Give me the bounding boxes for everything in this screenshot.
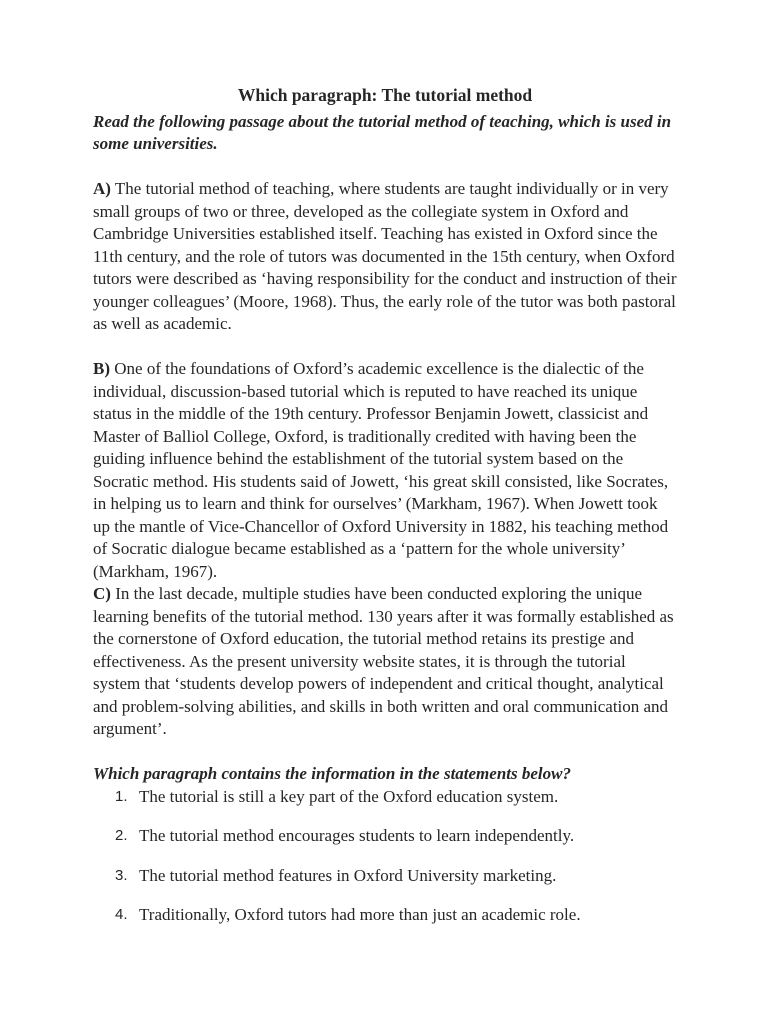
paragraph-a xyxy=(93,178,677,336)
list-item xyxy=(93,786,677,809)
statement-text: The tutorial method encourages students to learn independently. xyxy=(139,826,575,845)
statement-number: 2. xyxy=(115,827,128,844)
statement-text: The tutorial is still a key part of the Oxford education system. xyxy=(139,786,559,806)
statement-text: Traditionally, Oxford tutors had more than just an academic role. xyxy=(139,905,581,924)
list-item xyxy=(93,904,677,927)
spacer xyxy=(93,741,677,764)
spacer xyxy=(93,336,677,359)
paragraph-c xyxy=(93,583,677,741)
paragraph-a-label: A) xyxy=(93,179,111,198)
statement-number: 4. xyxy=(115,906,128,923)
question-heading: Which paragraph contains the information in the statements below? xyxy=(93,764,571,783)
list-item xyxy=(93,865,677,888)
paragraph-c-label: C) xyxy=(93,584,111,603)
statement-list xyxy=(93,786,677,927)
document-body xyxy=(93,84,677,927)
paragraph-b xyxy=(93,358,677,583)
paragraph-b-label: B) xyxy=(93,359,110,378)
paragraph-b-text: One of the foundations of Oxford’s academic excellence is the dialectic of the individual, discussion-based tutorial which is reputed to have reached its unique status in the middle of the 19th century. Professor Benjamin Jowett, classicist and Master of Balliol College, Oxford, is traditionally credited with having been the guiding influence behind the establishment of the tutorial system based on the Socratic method. His students said of Jowett, ‘his great skill consisted, like Socrates, in helping us to learn and think for ourselves’ (Markham, 1967). When Jowett took up the mantle of Vice-Chancellor of Oxford University in 1882, his teaching method of Socratic dialogue became established as a ‘pattern for the whole university’ (Markham, 1967). xyxy=(93,359,669,581)
spacer xyxy=(93,156,677,179)
statement-number: 1. xyxy=(115,787,128,805)
page-title: Which paragraph: The tutorial method xyxy=(237,85,533,105)
statement-text: The tutorial method features in Oxford University marketing. xyxy=(139,865,557,885)
list-item xyxy=(93,825,677,848)
statement-number: 3. xyxy=(115,866,128,884)
paragraph-a-text: The tutorial method of teaching, where students are taught individually or in very small groups of two or three, developed as the collegiate system in Oxford and Cambridge Universities established itself. Teaching has existed in Oxford since the 11th century, and the role of tutors was documented in the 15th century, when Oxford tutors were described as ‘having responsibility for the conduct and instruction of their younger colleagues’ (Moore, 1968). Thus, the early role of the tutor was both pastoral as well as academic. xyxy=(93,179,677,333)
paragraph-c-text: In the last decade, multiple studies have been conducted exploring the unique learning benefits of the tutorial method. 130 years after it was formally established as the cornerstone of Oxford education, the tutorial method retains its prestige and effectiveness. As the present university website states, it is through the tutorial system that ‘students develop powers of independent and critical thought, analytical and problem-solving abilities, and skills in both written and oral communication and argument’. xyxy=(93,584,674,738)
intro-instruction: Read the following passage about the tutorial method of teaching, which is used in some universities. xyxy=(93,111,672,153)
